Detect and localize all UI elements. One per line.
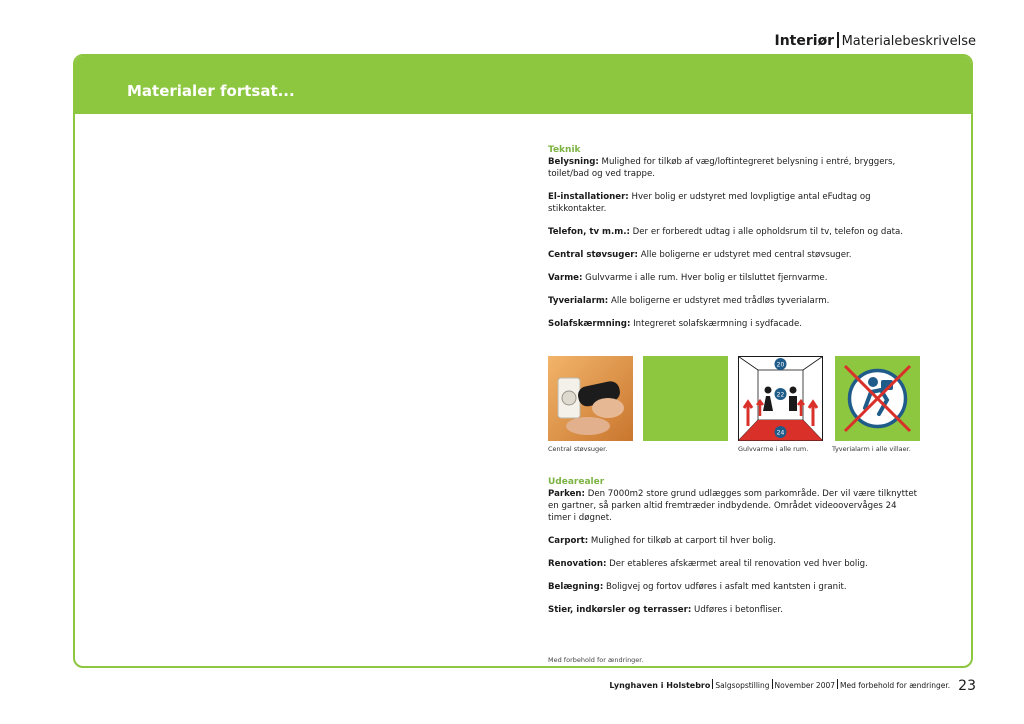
item-label: Parken: xyxy=(548,489,585,499)
footer-part2: November 2007 xyxy=(774,681,836,690)
footer-project: Lynghaven i Holstebro xyxy=(609,681,711,690)
udearealer-item xyxy=(548,488,920,524)
item-label: Telefon, tv m.m.: xyxy=(548,227,630,237)
teknik-item xyxy=(548,156,920,180)
vacuum-outlet-photo xyxy=(548,356,633,441)
green-swatch xyxy=(643,356,728,441)
item-text: Boligvej og fortov udføres i asfalt med kantsten i granit. xyxy=(603,582,847,592)
item-text: Integreret solafskærmning i sydfacade. xyxy=(630,319,802,329)
page-header xyxy=(775,32,977,51)
burglar-alarm-icon xyxy=(835,356,920,441)
item-text: Udføres i betonfliser. xyxy=(691,605,783,615)
page-number: 23 xyxy=(958,678,976,694)
teknik-item xyxy=(548,249,920,261)
footer-divider xyxy=(712,679,713,689)
header-divider xyxy=(837,32,839,48)
udearealer-title: Udearealer xyxy=(548,477,605,487)
header-title-rest: Materialebeskrivelse xyxy=(841,34,976,49)
page-footer xyxy=(609,678,976,694)
footer-divider xyxy=(837,679,838,689)
caption-vacuum: Central støvsuger. xyxy=(548,445,608,453)
teknik-item xyxy=(548,272,920,284)
teknik-list xyxy=(548,156,920,330)
band-title: Materialer fortsat... xyxy=(127,82,295,100)
teknik-item xyxy=(548,318,920,330)
teknik-title: Teknik xyxy=(548,145,581,155)
item-text: Gulvvarme i alle rum. Hver bolig er tilsluttet fjernvarme. xyxy=(582,273,828,283)
item-label: Carport: xyxy=(548,536,589,546)
teknik-item xyxy=(548,191,920,215)
caption-heating: Gulvvarme i alle rum. xyxy=(738,445,809,453)
item-label: Renovation: xyxy=(548,559,607,569)
udearealer-item xyxy=(548,581,920,593)
udearealer-item xyxy=(548,535,920,547)
item-label: Varme: xyxy=(548,273,583,283)
caption-alarm: Tyverialarm i alle villaer. xyxy=(832,445,911,453)
item-label: Belysning: xyxy=(548,157,599,167)
item-text: Hver bolig er udstyret med lovpligtige antal eFudtag og stikkontakter. xyxy=(548,192,871,214)
badge-bottom: 24 xyxy=(776,429,785,437)
item-label: Central støvsuger: xyxy=(548,250,638,260)
section-band xyxy=(75,56,971,114)
item-label: Tyverialarm: xyxy=(548,296,609,306)
item-text: Mulighed for tilkøb at carport til hver bolig. xyxy=(588,536,776,546)
badge-middle: 22 xyxy=(776,391,785,399)
udearealer-item xyxy=(548,558,920,570)
udearealer-section xyxy=(548,476,920,627)
item-label: El-installationer: xyxy=(548,192,629,202)
item-text: Der er forberedt udtag i alle opholdsrum til tv, telefon og data. xyxy=(629,227,903,237)
badge-top: 20 xyxy=(776,361,785,369)
item-label: Belægning: xyxy=(548,582,604,592)
footer-part3: Med forbehold for ændringer. xyxy=(840,681,951,690)
item-text: Alle boligerne er udstyret med trådløs tyverialarm. xyxy=(608,296,830,306)
footer-part1: Salgsopstilling xyxy=(715,681,770,690)
teknik-section xyxy=(548,144,920,341)
header-title-bold: Interiør xyxy=(774,33,835,49)
image-strip xyxy=(548,356,920,461)
item-text: Mulighed for tilkøb af væg/loftintegreret belysning i entré, bryggers, toilet/bad og ved trappe. xyxy=(548,157,896,179)
udearealer-item xyxy=(548,604,920,616)
footer-divider xyxy=(772,679,773,689)
teknik-item xyxy=(548,226,920,238)
item-text: Der etableres afskærmet areal til renovation ved hver bolig. xyxy=(606,559,868,569)
item-text: Alle boligerne er udstyret med central støvsuger. xyxy=(637,250,852,260)
item-label: Solafskærmning: xyxy=(548,319,631,329)
item-text: Den 7000m2 store grund udlægges som parkområde. Der vil være tilknyttet en gartner, så parken altid fremtræder indbydende. Området videoovervåges 24 timer i døgnet. xyxy=(548,489,918,523)
teknik-item xyxy=(548,295,920,307)
disclaimer-note: Med forbehold for ændringer. xyxy=(548,656,644,664)
floor-heating-icon xyxy=(738,356,823,441)
item-label: Stier, indkørsler og terrasser: xyxy=(548,605,692,615)
